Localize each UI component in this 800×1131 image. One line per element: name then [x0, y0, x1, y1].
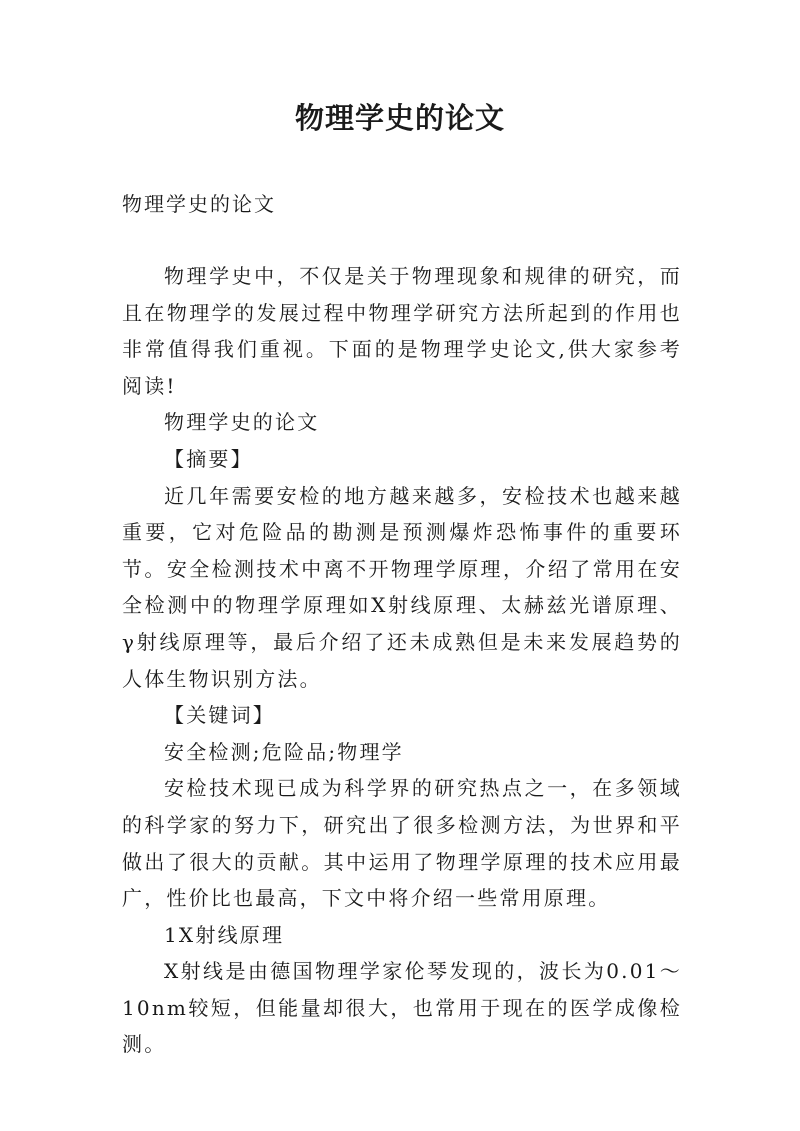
paragraph-intro: 物理学史中，不仅是关于物理现象和规律的研究，而且在物理学的发展过程中物理学研究方法所起到的作用也非常值得我们重视。下面的是物理学史论文,供大家参考阅读! — [122, 264, 682, 398]
section-heading-xray: 1X射线原理 — [164, 922, 285, 947]
keywords-heading: 【关键词】 — [164, 703, 275, 728]
document-subtitle: 物理学史的论文 — [122, 192, 276, 216]
paragraph-xray: X射线是由德国物理学家伦琴发现的，波长为0.01～10nm较短，但能量却很大，也常用于现在的医学成像检测。 — [122, 959, 682, 1057]
paragraph-heading: 物理学史的论文 — [164, 410, 320, 435]
document-body — [122, 258, 682, 1063]
paragraph-keywords: 安全检测;危险品;物理学 — [164, 739, 404, 764]
document-title: 物理学史的论文 — [294, 101, 505, 135]
abstract-heading: 【摘要】 — [164, 446, 253, 471]
paragraph-abstract: 近几年需要安检的地方越来越多，安检技术也越来越重要，它对危险品的勘测是预测爆炸恐怖事件的重要环节。安全检测技术中离不开物理学原理，介绍了常用在安全检测中的物理学原理如X射线原理、太赫兹光谱原理、γ射线原理等，最后介绍了还未成熟但是未来发展趋势的人体生物识别方法。 — [122, 483, 682, 691]
paragraph-overview: 安检技术现已成为科学界的研究热点之一，在多领域的科学家的努力下，研究出了很多检测方法，为世界和平做出了很大的贡献。其中运用了物理学原理的技术应用最广，性价比也最高，下文中将介绍一些常用原理。 — [122, 776, 682, 911]
